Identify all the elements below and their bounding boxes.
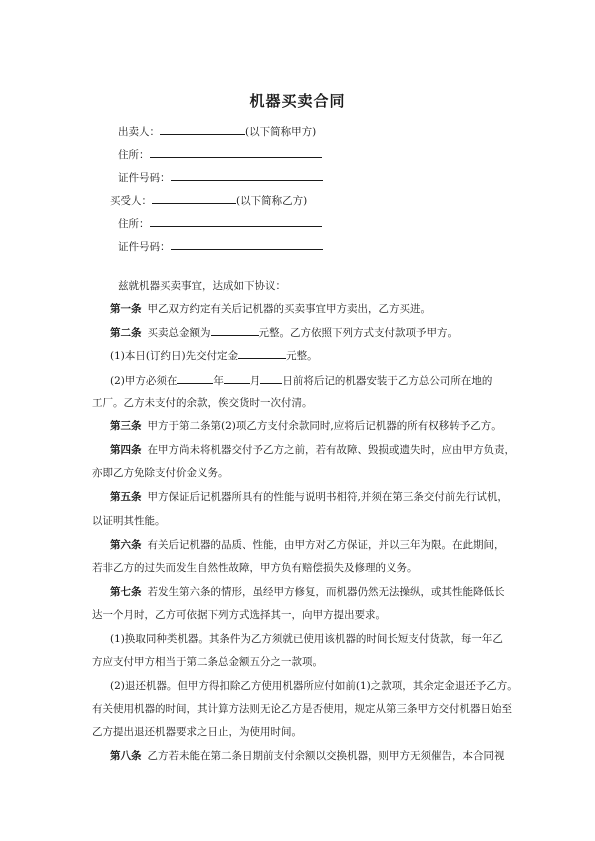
month-blank: [224, 373, 250, 384]
year-blank: [177, 373, 213, 384]
day-blank: [260, 373, 282, 384]
clause-3-label: 第三条: [110, 420, 142, 432]
clause-4-cont: 亦即乙方免除支付价金义务。: [92, 467, 229, 479]
buyer-field: [110, 193, 307, 208]
buyer-id-field: [118, 239, 323, 254]
clause-7-item-2-cont-2: 乙方提出退还机器要求之日止，为使用时间。: [92, 726, 302, 738]
clause-4-text-a: 在甲方尚未将机器交付予乙方之前，若有故障、毁损或遗失时，应由甲方负责，: [147, 444, 515, 456]
clause-7-cont: 达一个月时，乙方可依据下列方式选择其一，向甲方提出要求。: [92, 609, 386, 621]
clause-7: [110, 585, 505, 599]
clause-2-label: 第二条: [110, 327, 142, 339]
clause-5-label: 第五条: [110, 491, 142, 503]
clause-7-item-2-cont-1: 有关使用机器的时间，其计算方法则无论乙方是否使用，规定从第三条甲方交付机器日始至: [92, 703, 512, 715]
clause-5-text-a: 甲方保证后记机器所具有的性能与说明书相符,并须在第三条交付前先行试机，: [147, 491, 508, 503]
buyer-address-field: [118, 216, 322, 231]
deposit-blank: [238, 348, 286, 359]
buyer-address-blank: [150, 216, 322, 227]
clause-7-item-2: (2)退还机器。但甲方得扣除乙方使用机器所应付如前(1)之款项，其余定金退还予乙方。: [110, 680, 518, 692]
clause-8-text: 乙方若未能在第二条日期前支付余额以交换机器，则甲方无须催告，本合同视: [147, 750, 505, 762]
clause-1-text: 甲乙双方约定有关后记机器的买卖事宜甲方卖出，乙方买进。: [147, 303, 431, 315]
seller-address-blank: [150, 147, 322, 158]
clause-6-cont: 若非乙方的过失而发生自然性故障，甲方负有赔偿损失及修理的义务。: [92, 562, 418, 574]
clause-6-text-a: 有关后记机器的品质、性能，由甲方对乙方保证，并以三年为限。在此期间，: [147, 539, 505, 551]
buyer-address-label: 住所：: [118, 218, 150, 230]
clause-3: [110, 419, 502, 433]
document-title: 机器买卖合同: [249, 92, 346, 110]
clause-6-label: 第六条: [110, 539, 142, 551]
clause-2-text-b: 元整。乙方依照下列方式支付款项予甲方。: [258, 327, 458, 339]
clause-2-item-1-text-a: (1)本日(订约日)先交付定金: [110, 350, 239, 362]
buyer-blank: [152, 193, 236, 204]
clause-6: [110, 538, 505, 552]
clause-2-item-1: [110, 348, 318, 363]
clause-2-item-2: [110, 373, 492, 388]
buyer-id-blank: [171, 239, 323, 250]
clause-5: [110, 490, 508, 504]
seller-label: 出卖人：: [118, 126, 160, 138]
month-text: 月: [249, 375, 261, 387]
seller-address-field: [118, 147, 322, 162]
clause-2-item-2-text-a: (2)甲方必须在: [110, 375, 178, 387]
clause-7-item-1: (1)换取同种类机器。其条件为乙方须就已使用该机器的时间长短支付货款，每一年乙: [110, 633, 503, 645]
buyer-suffix: (以下简称乙方): [236, 195, 308, 207]
clause-4: [110, 443, 515, 457]
year-text: 年: [213, 375, 224, 387]
clause-1-label: 第一条: [110, 303, 142, 315]
total-amount-blank: [211, 325, 259, 336]
seller-address-label: 住所：: [118, 149, 150, 161]
clause-2-item-1-text-b: 元整。: [286, 350, 318, 362]
clause-2-item-2-text-b: 日前将后记的机器安装于乙方总公司所在地的: [282, 375, 493, 387]
clause-5-cont: 以证明其性能。: [92, 515, 166, 527]
clause-3-text: 甲方于第二条第(2)项乙方支付余款同时,应将后记机器的所有权移转予乙方。: [147, 420, 502, 432]
clause-7-item-1-cont: 方应支付甲方相当于第二条总金额五分之一款项。: [92, 656, 323, 668]
seller-id-field: [118, 170, 323, 185]
seller-blank: [160, 124, 245, 135]
seller-field: [118, 124, 316, 139]
buyer-label: 买受人：: [110, 195, 152, 207]
clause-2: [110, 325, 458, 340]
clause-2-text-a: 买卖总金额为: [147, 327, 211, 339]
clause-4-label: 第四条: [110, 444, 142, 456]
seller-suffix: (以下简称甲方): [245, 126, 317, 138]
clause-2-item-2-cont: 工厂。乙方未支付的余款，俟交货时一次付清。: [92, 397, 313, 409]
clause-8: [110, 749, 505, 763]
clause-1: [110, 302, 431, 316]
clause-8-label: 第八条: [110, 750, 142, 762]
intro-text: 兹就机器买卖事宜，达成如下协议：: [118, 280, 286, 292]
buyer-id-label: 证件号码：: [118, 241, 171, 253]
seller-id-blank: [171, 170, 323, 181]
seller-id-label: 证件号码：: [118, 172, 171, 184]
clause-7-text-a: 若发生第六条的情形，虽经甲方修复，而机器仍然无法操纵，或其性能降低长: [147, 586, 505, 598]
clause-7-label: 第七条: [110, 586, 142, 598]
